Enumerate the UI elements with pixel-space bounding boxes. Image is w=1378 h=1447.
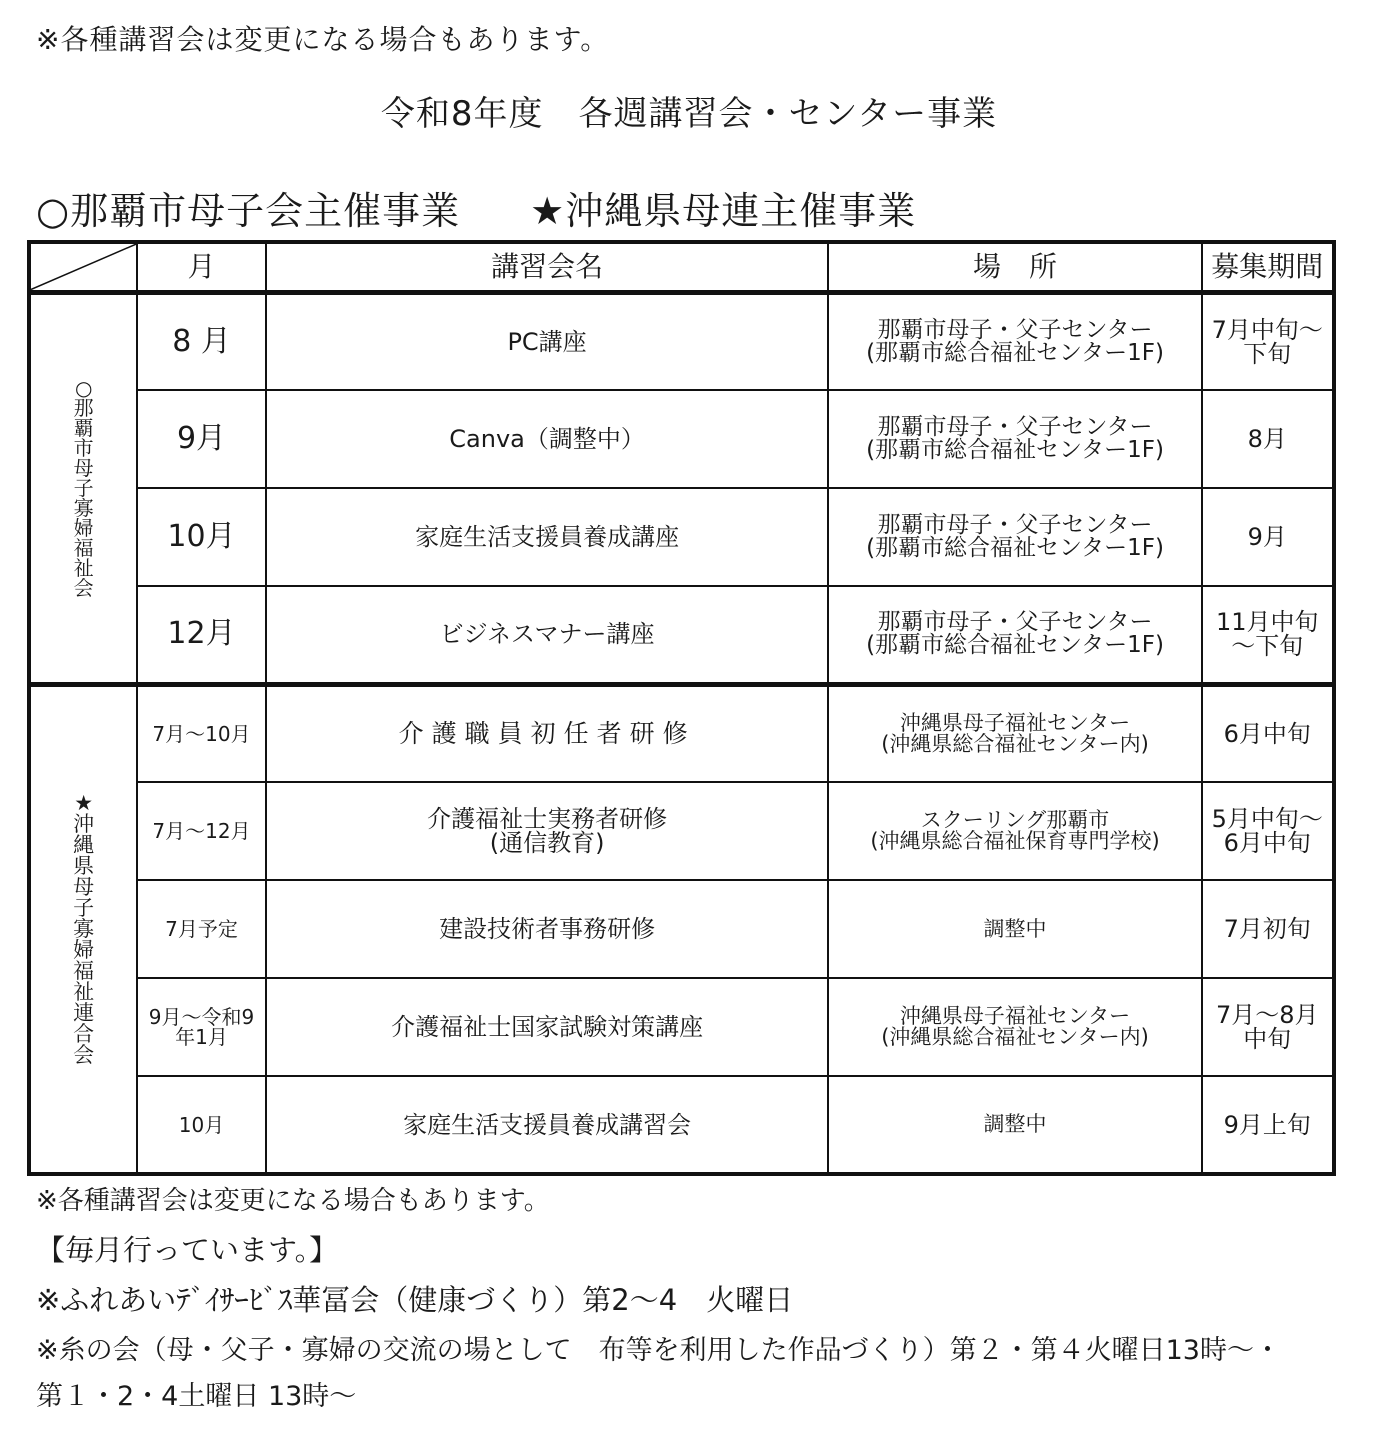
group-label-char: 合 (73, 1021, 95, 1046)
cell-name-line: 建設技術者事務研修 (439, 915, 656, 943)
table-header-row (29, 242, 1334, 292)
cell-place-line: (沖縄県総合福祉センター内) (881, 731, 1149, 756)
cell-name-line: ビジネスマナー講座 (439, 620, 655, 649)
cell-place (828, 488, 1201, 586)
cell-month (137, 684, 265, 782)
cell-place-line: 調整中 (983, 916, 1047, 941)
cell-month (137, 782, 265, 880)
cell-place-line: スクーリング那覇市 (920, 808, 1110, 832)
cell-name (266, 978, 829, 1076)
cell-period (1202, 488, 1334, 586)
group-label-char: 縄 (73, 832, 95, 857)
group-label-char: 祉 (73, 556, 94, 580)
group-label-char: 婦 (73, 516, 94, 540)
cell-place-line: 那覇市母子・父子センター (877, 414, 1153, 440)
cell-period (1202, 586, 1334, 684)
cell-place-line: 沖縄県母子福祉センター (899, 1004, 1131, 1028)
cell-place (828, 684, 1201, 782)
cell-month (137, 880, 265, 978)
note-bottom: ※各種講習会は変更になる場合もあります。 (36, 1186, 550, 1216)
cell-period-line: 9月 (1247, 523, 1287, 551)
cell-name (266, 586, 829, 684)
cell-place (828, 1076, 1201, 1174)
cell-name-line: 介護福祉士国家試験対策講座 (391, 1013, 704, 1041)
cell-month-line: 10月 (178, 1112, 225, 1137)
cell-month-line: 7月～12月 (152, 819, 251, 843)
legend (36, 180, 916, 235)
group-label-char: 子 (73, 895, 95, 920)
cell-period-line: 9月上旬 (1223, 1110, 1311, 1139)
cell-month-line: 9月～令和9 (148, 1005, 255, 1029)
group-label-char: 婦 (73, 937, 95, 962)
cell-period (1202, 880, 1334, 978)
cell-month-line: 7月～10月 (152, 721, 251, 746)
table-row (29, 684, 1334, 782)
table-row (29, 1076, 1334, 1174)
legend-okinawa: ★沖縄県母連主催事業 (530, 189, 917, 233)
cell-place-line: (沖縄県総合福祉保育専門学校) (870, 829, 1160, 853)
cell-place (828, 390, 1201, 488)
cell-period (1202, 684, 1334, 782)
group-label-char: 母 (73, 874, 95, 899)
cell-period-line: 7月初旬 (1223, 915, 1311, 943)
group-label-char: 福 (73, 536, 94, 560)
cell-place-line: 那覇市母子・父子センター (877, 609, 1153, 636)
group-label-char: 寡 (73, 496, 94, 520)
cell-name (266, 880, 829, 978)
cell-period (1202, 390, 1334, 488)
cell-place-line: 那覇市母子・父子センター (877, 316, 1153, 343)
cell-name (266, 782, 829, 880)
cell-period-line: 8月 (1247, 425, 1287, 453)
monthly-heading: 【毎月行っています。】 (36, 1233, 339, 1267)
group-label-char: 母 (73, 456, 94, 480)
cell-name (266, 684, 829, 782)
cell-place (828, 880, 1201, 978)
cell-month: 9月 (137, 390, 265, 488)
group-label-char: 県 (73, 853, 95, 878)
group-label-char: 会 (73, 1042, 95, 1067)
cell-name-line: PC講座 (507, 327, 587, 356)
cell-place (828, 292, 1201, 390)
cell-period-line: 6月中旬 (1223, 829, 1311, 857)
event-ito-no-kai: ※糸の会（母・父子・寡婦の交流の場として 布等を利用した作品づくり）第２・第４火曜日13時～・ (36, 1335, 1281, 1366)
cell-month: 8 月 (137, 292, 265, 390)
cell-period-line: 6月中旬 (1223, 719, 1311, 748)
cell-place-line: (那覇市総合福祉センター1F) (866, 437, 1164, 463)
table-row (29, 586, 1334, 684)
legend-naha: ○那覇市母子会主催事業 (36, 189, 461, 233)
table-row (29, 782, 1334, 880)
header-period: 募集期間 (1202, 242, 1334, 292)
group-label-char: 那 (73, 396, 94, 420)
cell-month (137, 978, 265, 1076)
cell-name-line: 介護職員初任者研修 (398, 719, 696, 749)
cell-place-line: (沖縄県総合福祉センター内) (881, 1025, 1149, 1049)
cell-name-line: (通信教育) (489, 829, 605, 857)
cell-place-line: (那覇市総合福祉センター1F) (866, 535, 1164, 561)
group-label-char: 子 (73, 476, 94, 500)
cell-month-line: 7月予定 (165, 917, 238, 941)
cell-name (266, 292, 829, 390)
table-row (29, 978, 1334, 1076)
table-row (29, 880, 1334, 978)
note-top: ※各種講習会は変更になる場合もあります。 (36, 23, 610, 56)
cell-place-line: 那覇市母子・父子センター (877, 512, 1153, 538)
group-label-char: 祉 (73, 979, 95, 1004)
cell-month (137, 1076, 265, 1174)
group-label-char: ○ (74, 376, 93, 400)
header-month: 月 (137, 242, 265, 292)
cell-period (1202, 782, 1334, 880)
cell-period-line: 7月～8月 (1216, 1001, 1319, 1029)
cell-month: 10月 (137, 488, 265, 586)
table-row (29, 390, 1334, 488)
group-label-char: 寡 (73, 916, 95, 941)
header-name: 講習会名 (266, 242, 829, 292)
cell-place (828, 978, 1201, 1076)
cell-place-line: 沖縄県母子福祉センター (899, 710, 1131, 735)
group-label-okinawa (29, 684, 137, 1174)
cell-period (1202, 978, 1334, 1076)
group-label-char: 福 (73, 958, 95, 983)
cell-place (828, 586, 1201, 684)
cell-period (1202, 292, 1334, 390)
group-label-char: 沖 (73, 811, 95, 836)
cell-name (266, 488, 829, 586)
cell-period-line: 11月中旬 (1216, 608, 1319, 637)
cell-name (266, 1076, 829, 1174)
table-row (29, 488, 1334, 586)
diagonal-corner-cell (29, 242, 137, 292)
cell-month-line: 年1月 (175, 1025, 228, 1049)
event-day-service: ※ふれあいﾃﾞｲｻｰﾋﾞｽ華冨会（健康づくり）第2～4 火曜日 (36, 1283, 794, 1317)
page-title: 令和8年度 各週講習会・センター事業 (380, 94, 998, 134)
header-place: 場 所 (828, 242, 1201, 292)
cell-place-line: 調整中 (983, 1112, 1047, 1136)
cell-name-line: 家庭生活支援員養成講習会 (403, 1110, 692, 1139)
cell-name-line: Canva（調整中） (449, 425, 645, 453)
event-ito-no-kai-saturday: 第１・2・4土曜日 13時～ (36, 1381, 357, 1412)
cell-period-line: 中旬 (1243, 1025, 1292, 1053)
group-label-char: ★ (74, 790, 94, 815)
group-label-naha (29, 292, 137, 684)
table-row (29, 292, 1334, 390)
cell-place-line: (那覇市総合福祉センター1F) (866, 339, 1164, 366)
group-label-char: 市 (73, 436, 94, 460)
cell-month: 12月 (137, 586, 265, 684)
cell-period-line: 7月中旬～ (1211, 315, 1323, 344)
group-label-char: 連 (73, 1000, 95, 1025)
cell-period-line: ～下旬 (1231, 632, 1304, 661)
cell-name (266, 390, 829, 488)
cell-place-line: (那覇市総合福祉センター1F) (866, 632, 1164, 659)
cell-period-line: 下旬 (1243, 339, 1292, 368)
schedule-table (27, 240, 1336, 1176)
group-label-char: 覇 (73, 416, 94, 440)
group-label-char: 会 (73, 576, 94, 600)
cell-period-line: 5月中旬～ (1211, 805, 1323, 833)
cell-place (828, 782, 1201, 880)
cell-period (1202, 1076, 1334, 1174)
cell-name-line: 家庭生活支援員養成講座 (415, 523, 680, 551)
cell-name-line: 介護福祉士実務者研修 (427, 805, 668, 833)
